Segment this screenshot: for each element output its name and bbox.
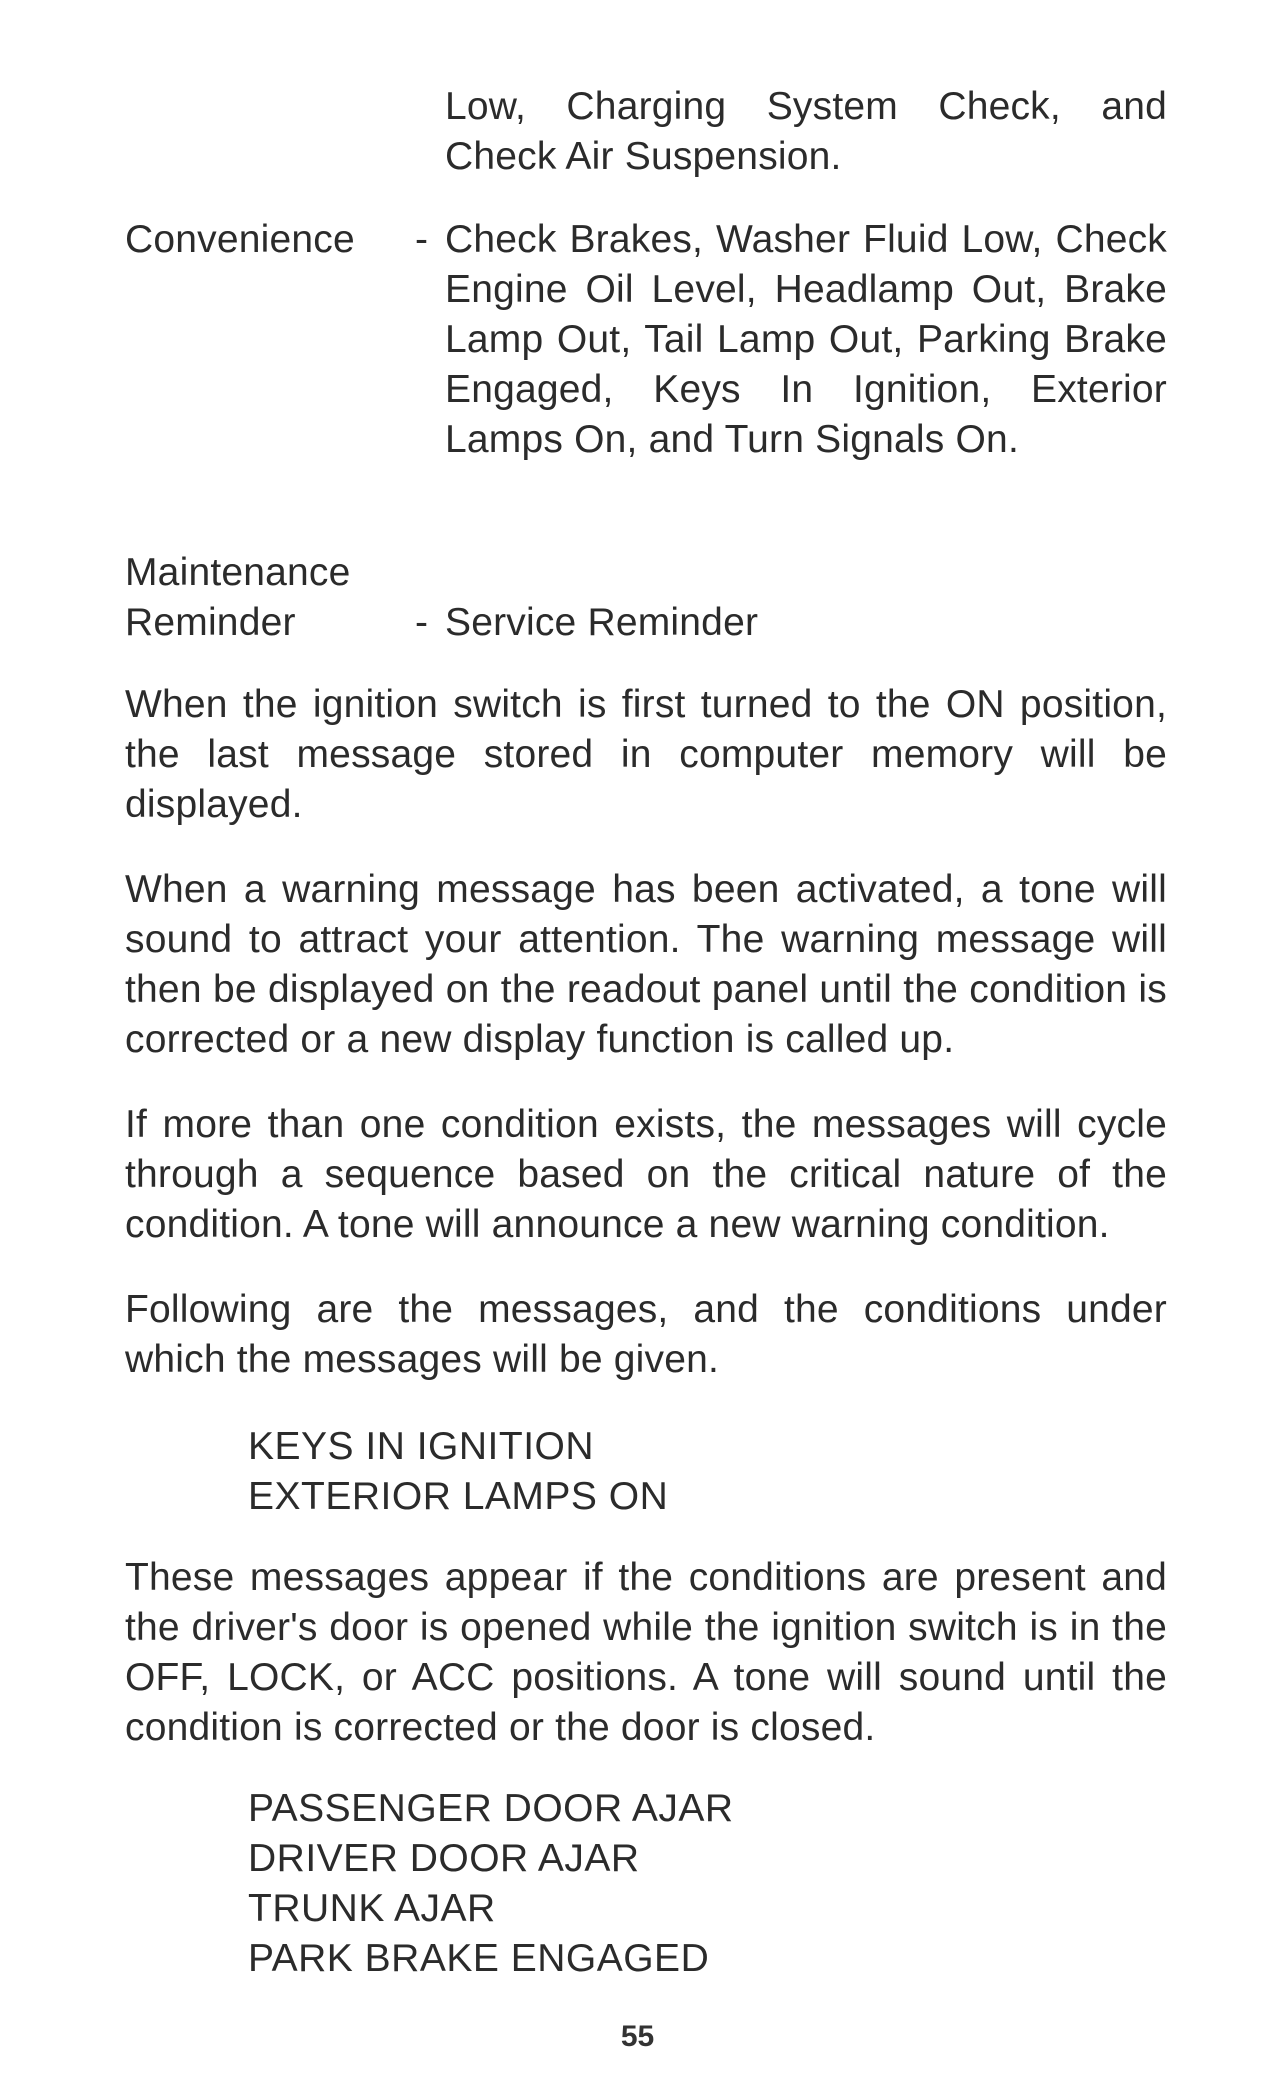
category-dash: - bbox=[415, 601, 429, 644]
message-trunk-ajar: TRUNK AJAR bbox=[248, 1887, 496, 1930]
message-driver-door-ajar: DRIVER DOOR AJAR bbox=[248, 1837, 640, 1880]
paragraph-following-messages: Following are the messages, and the conditions under which the messages will be given. bbox=[125, 1288, 1167, 1381]
page-number: 55 bbox=[620, 2020, 655, 2053]
category-label: Convenience bbox=[125, 218, 355, 261]
intro-continued-text: Low, Charging System Check, and Check Air Suspension. bbox=[445, 85, 1167, 178]
paragraph-ignition-on: When the ignition switch is first turned to the ON position, the last message stored in computer memory will be displayed. bbox=[125, 683, 1167, 826]
category-items: Service Reminder bbox=[445, 601, 759, 644]
category-items: Check Brakes, Washer Fluid Low, Check Engine Oil Level, Headlamp Out, Brake Lamp Out, Tail Lamp Out, Parking Brake Engaged, Keys In Ignition, Exterior Lamps On, and Turn Signals On. bbox=[445, 218, 1167, 461]
message-list-ajar bbox=[248, 1784, 1148, 1984]
message-park-brake-engaged: PARK BRAKE ENGAGED bbox=[248, 1937, 710, 1980]
paragraph-warning-tone: When a warning message has been activated, a tone will sound to attract your attention. The warning message will then be displayed on the readout panel until the condition is corrected or a new display function is called up. bbox=[125, 868, 1167, 1061]
paragraph-messages-explanation: These messages appear if the conditions are present and the driver's door is opened while the ignition switch is in the OFF, LOCK, or ACC positions. A tone will sound until the condition is corrected or the door is closed. bbox=[125, 1556, 1167, 1749]
category-label-line1: Maintenance bbox=[125, 551, 351, 594]
message-passenger-door-ajar: PASSENGER DOOR AJAR bbox=[248, 1787, 734, 1830]
category-dash: - bbox=[415, 218, 429, 261]
message-list-keys-lamps bbox=[248, 1422, 1148, 1522]
message-keys-in-ignition: KEYS IN IGNITION bbox=[248, 1425, 595, 1468]
message-exterior-lamps-on: EXTERIOR LAMPS ON bbox=[248, 1475, 669, 1518]
category-label-line2: Reminder bbox=[125, 601, 296, 644]
paragraph-message-cycle: If more than one condition exists, the messages will cycle through a sequence based on the critical nature of the condition. A tone will announce a new warning condition. bbox=[125, 1103, 1167, 1246]
